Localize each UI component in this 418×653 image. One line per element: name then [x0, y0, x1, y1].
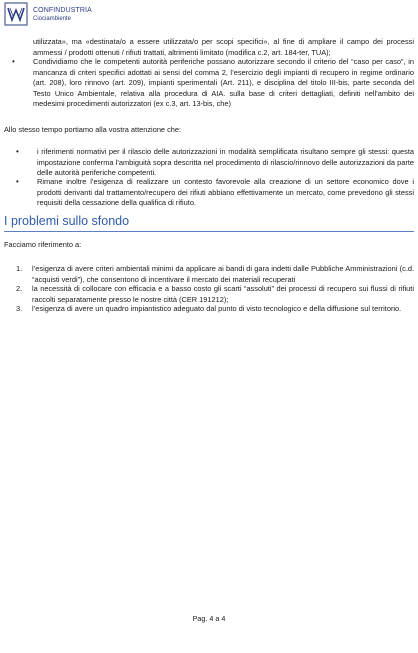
paragraph: Facciamo riferimento a:: [4, 240, 82, 249]
header: [4, 2, 124, 30]
brand-name: CONFINDUSTRIA: [33, 7, 92, 14]
item-number: 3.: [16, 304, 23, 313]
bullet-icon: •: [12, 57, 15, 66]
heading-divider: [4, 231, 414, 232]
numbered-item-text: l’esigenza di avere un quadro impiantistico adeguato dal punto di visto tecnologico e della diffusione sul territorio.: [32, 304, 402, 313]
numbered-item-text: la necessità di collocare con efficacia e a basso costo gli scarti “assoluti” dei processi di recupero sui flussi di rifiuti raccolti separatamente presso le nostre città (CER 191212);: [32, 284, 414, 304]
confindustria-logo-icon: [4, 2, 28, 26]
page-number: Pag. 4 a 4: [192, 614, 226, 623]
numbered-item: [16, 284, 414, 305]
numbered-item: [16, 304, 414, 315]
item-number: 2.: [16, 284, 23, 293]
bullet-icon: •: [16, 177, 19, 186]
paragraph: Allo stesso tempo portiamo alla vostra attenzione che:: [4, 125, 182, 134]
numbered-item-text: l’esigenza di avere criteri ambientali minimi da applicare ai bandi di gara indetti dalle Pubbliche Amministrazioni (c.d. “acquisti verdi”), che consentono di incentivare il mercato dei materiali recuperati: [32, 264, 414, 284]
section-heading: [4, 214, 414, 232]
list-item-text: Rimane inoltre l’esigenza di realizzare un contesto favorevole alla creazione di un settore economico dove i prodotti derivanti dal trattamento/recupero dei rifiuti abbiano effettivamente un mercato, come prevedono gli stessi requisiti della cessazione della qualifica di rifiuto.: [37, 177, 414, 207]
item-number: 1.: [16, 264, 23, 273]
list-item: [12, 57, 414, 110]
bullet-continuation: utilizzata», ma «destinata/o a essere utilizzata/o per scopi specifici», al fine di ampliare il campo dei processi ammessi / prodotti ottenuti / rifiuti trattati, altrimenti limitato (modifica c.2, art. 184-ter, TUA);: [33, 37, 414, 57]
list-item: [16, 147, 414, 179]
numbered-item: [16, 264, 414, 285]
list-item-text: Condividiamo che le competenti autorità periferiche possano autorizzare secondo il criterio del “caso per caso”, in mancanza di criteri specifici adottati ai sensi del comma 2, l’esercizio degli impianti di recupero in regime ordinario (art. 208), loro rinnovo (art. 209), impianti sperimentali (Art. 211), e disciplina del titolo III-bis, parte seconda del Testo Unico Ambientale, relativa alla procedura di AIA. sulla base di criteri dettagliati, definiti nell’ambito dei medesimi procedimenti autorizzatori (ex c.3, art. 13-bis, che): [33, 57, 414, 108]
list-item: [16, 177, 414, 209]
list-item-text: i riferimenti normativi per il rilascio delle autorizzazioni in modalità semplificata risultano sempre gli stessi: questa impostazione conferma l’ambiguità sopra descritta nel procedimento di rilascio/rinnovo delle autorizzazioni da parte delle autorità periferiche competenti.: [37, 147, 414, 177]
section-title: I problemi sullo sfondo: [4, 214, 130, 228]
bullet-icon: •: [16, 147, 19, 156]
brand-subtitle: Ciociambiente: [33, 16, 72, 22]
